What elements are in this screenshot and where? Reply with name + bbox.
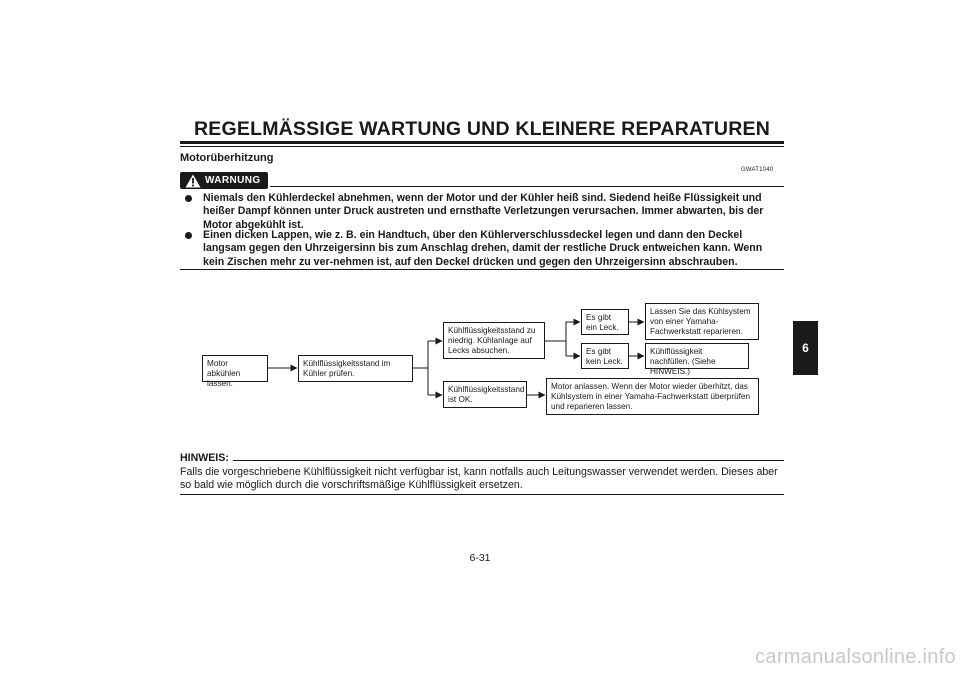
flow-box-refill: Kühlflüssigkeit nachfüllen. (Siehe HINWEIS.) bbox=[645, 343, 749, 369]
note-heading: HINWEIS: bbox=[180, 452, 229, 464]
flow-box-leak-no: Es gibt kein Leck. bbox=[581, 343, 629, 369]
warning-bullet-text: Einen dicken Lappen, wie z. B. ein Handtuch, über den Kühlerverschlussdeckel legen und dann den Deckel langsam gegen den Uhrzeigersinn bis zum Anschlag drehen, damit der restliche Druck entweichen kann. Wenn kein Zischen mehr zu ver-nehmen ist, auf den Deckel drücken und gegen den Uhrzeigersinn abschrauben. bbox=[203, 229, 763, 268]
note-text: Falls die vorgeschriebene Kühlflüssigkeit nicht verfügbar ist, kann notfalls auch Leitungswasser verwendet werden. Dieses aber so bald wie möglich durch die vorschriftsmäßige Kühlflüssigkeit ersetzen. bbox=[180, 466, 778, 492]
page-number: 6-31 bbox=[469, 552, 491, 564]
chapter-tab: 6 bbox=[793, 321, 818, 375]
flow-box-check-level: Kühlflüssigkeitsstand im Kühler prüfen. bbox=[298, 355, 413, 382]
note-rule bbox=[233, 460, 784, 461]
note-bottom-rule bbox=[180, 494, 784, 495]
warning-label: WARNUNG bbox=[205, 175, 261, 186]
warning-bullet-text: Niemals den Kühlerdeckel abnehmen, wenn der Motor und der Kühler heiß sind. Siedend heiße Flüssigkeit und heißer Dampf können unter Druck austreten und ernsthafte Verletzungen verursachen. Immer abwarten, bis der Motor abgekühlt ist. bbox=[203, 192, 764, 231]
flow-box-level-low: Kühlflüssigkeitsstand zu niedrig. Kühlanlage auf Lecks absuchen. bbox=[443, 322, 545, 359]
watermark: carmanualsonline.info bbox=[755, 646, 956, 668]
flow-box-repair: Lassen Sie das Kühlsystem von einer Yamaha-Fachwerkstatt reparieren. bbox=[645, 303, 759, 340]
flow-box-cool-engine: Motor abkühlen lassen. bbox=[202, 355, 268, 382]
flow-box-restart: Motor anlassen. Wenn der Motor wieder überhitzt, das Kühlsystem in einer Yamaha-Fachwerkstatt überprüfen und reparieren lassen. bbox=[546, 378, 759, 415]
section-title: Motorüberhitzung bbox=[180, 152, 274, 164]
flow-box-leak-yes: Es gibt ein Leck. bbox=[581, 309, 629, 335]
flow-box-level-ok: Kühlflüssigkeitsstand ist OK. bbox=[443, 381, 527, 408]
page-title: REGELMÄSSIGE WARTUNG UND KLEINERE REPARATUREN bbox=[194, 118, 770, 140]
warning-code: GWAT1040 bbox=[741, 167, 774, 173]
